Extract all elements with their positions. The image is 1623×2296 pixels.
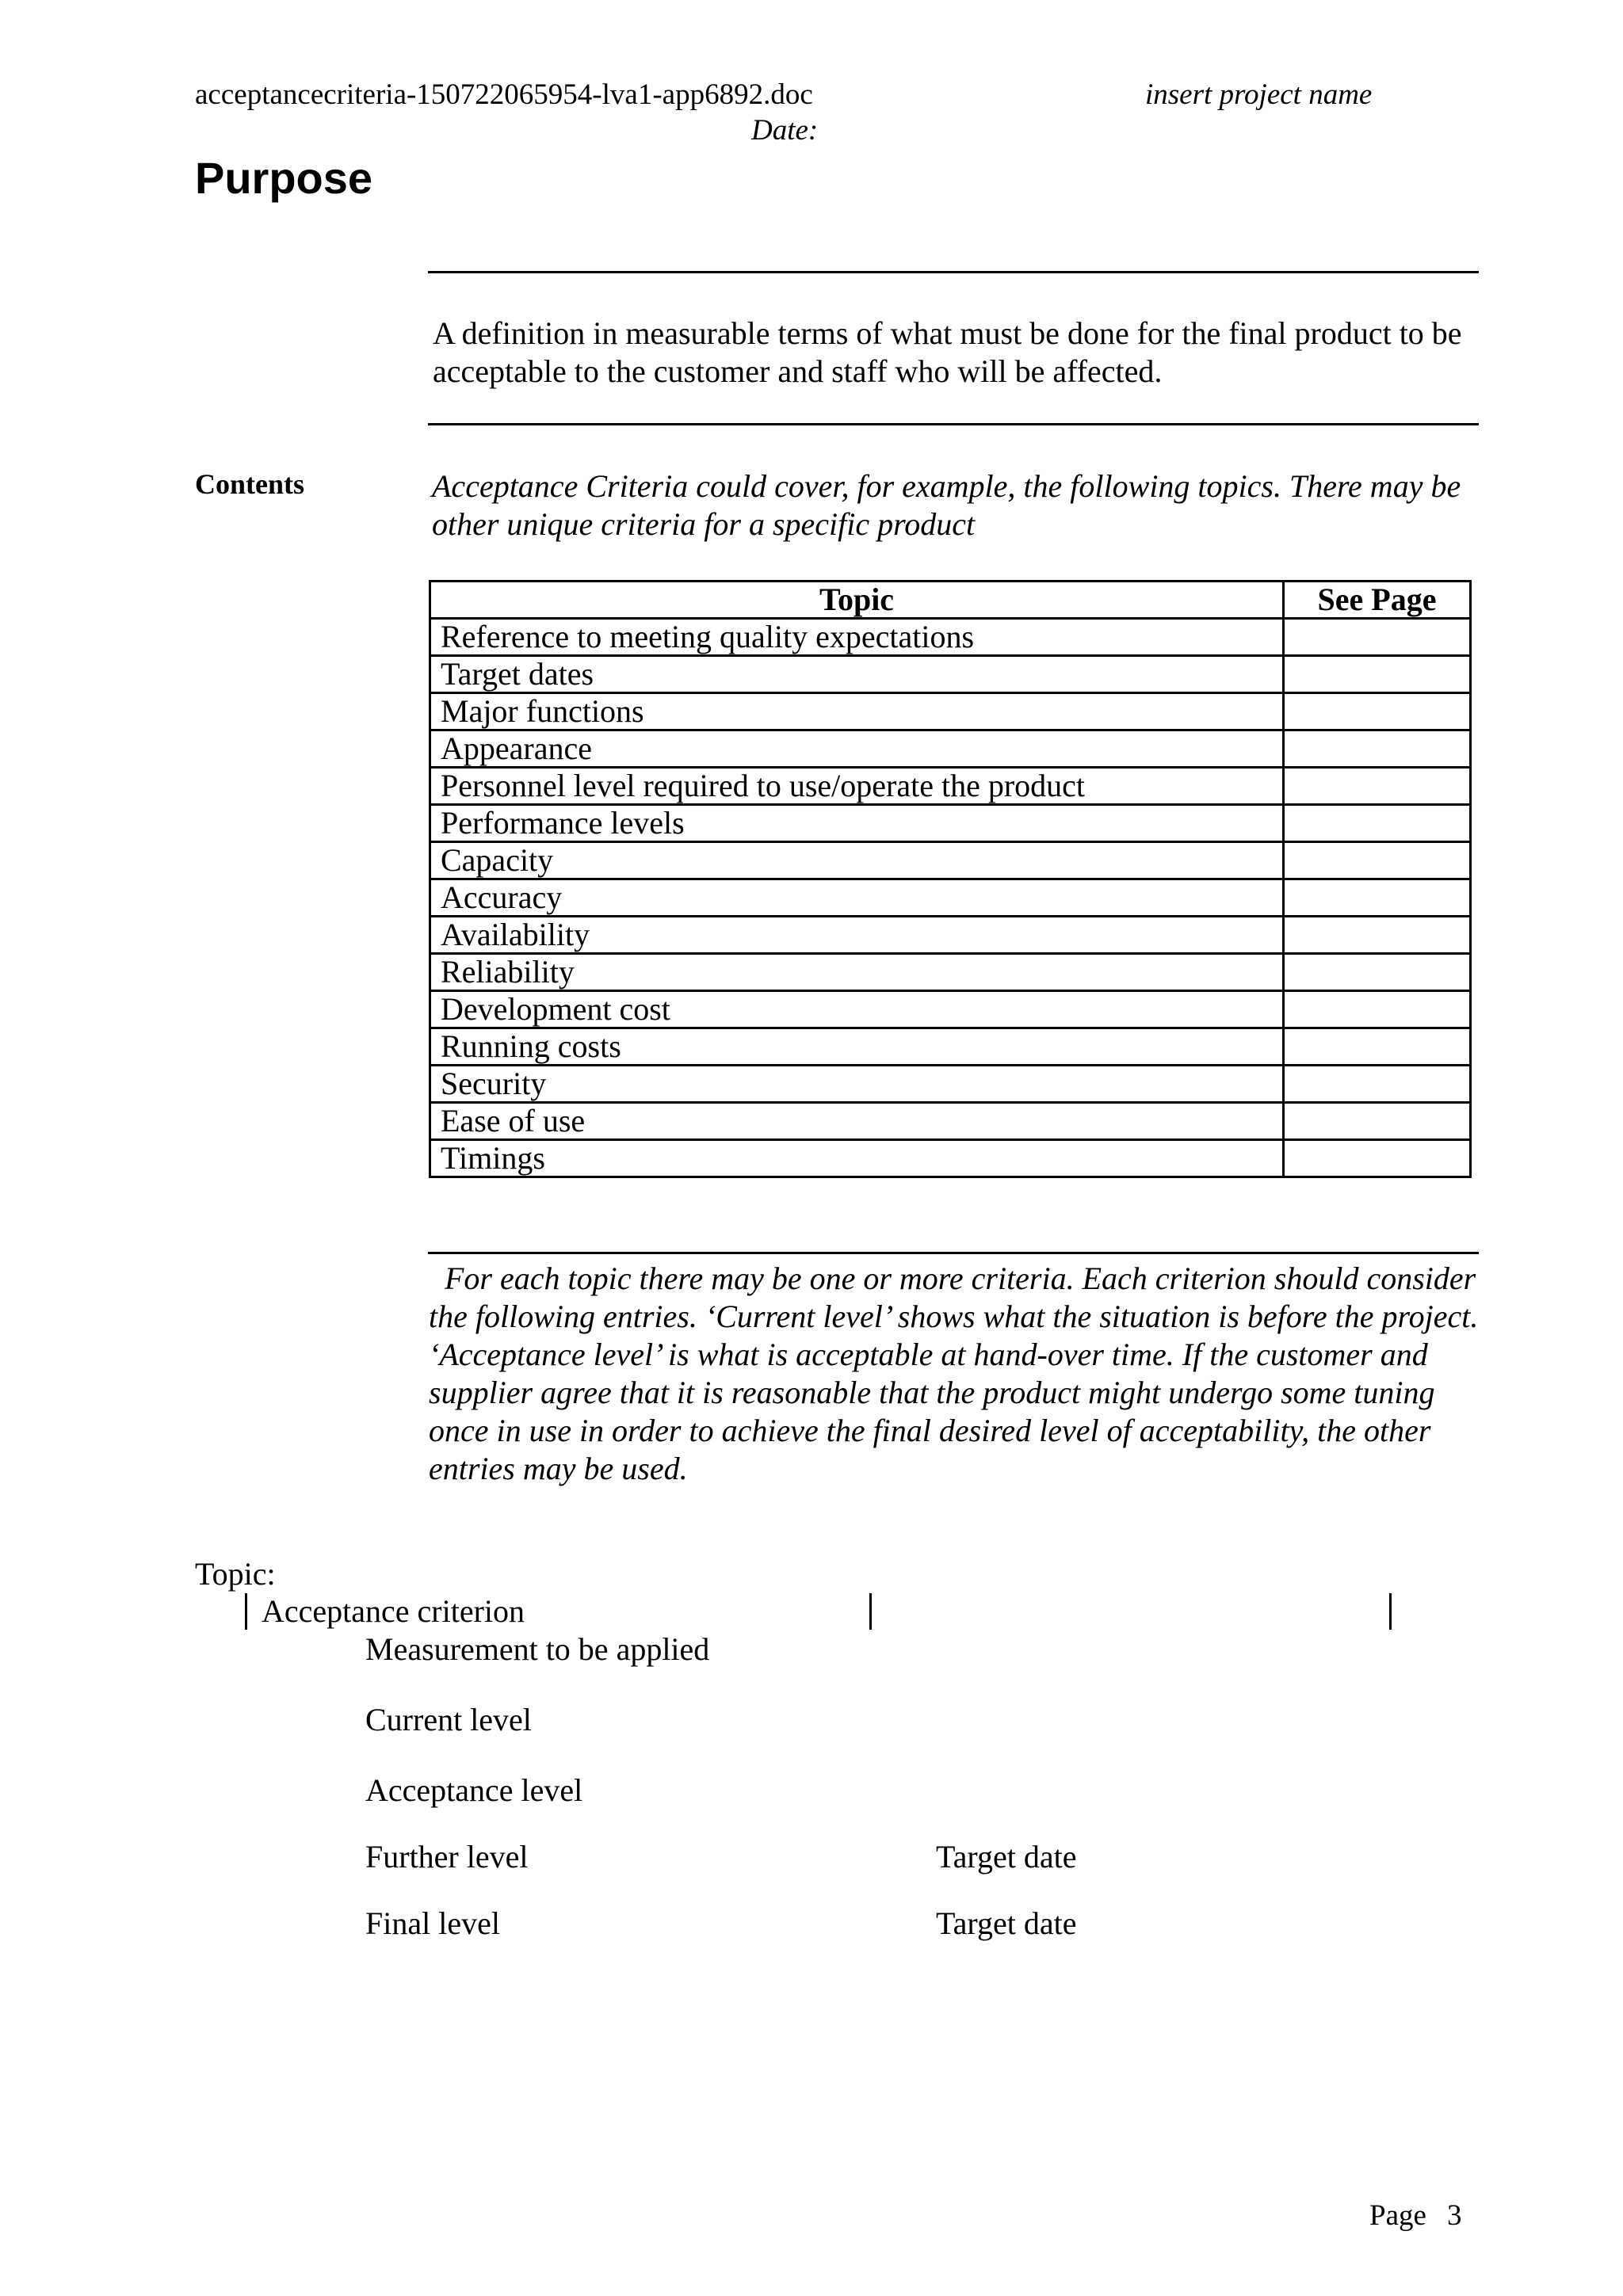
- table-row: [430, 954, 1471, 991]
- topic-table: [429, 580, 1472, 1178]
- table-row: [430, 879, 1471, 917]
- further-target-date-label: Target date: [936, 1839, 1077, 1875]
- field-separator: [245, 1593, 247, 1630]
- topic-cell: Reliability: [430, 954, 1284, 991]
- see-page-cell: [1284, 991, 1471, 1028]
- page-title: Purpose: [195, 153, 373, 203]
- further-level-label: Further level: [365, 1839, 529, 1875]
- table-row: [430, 1140, 1471, 1177]
- contents-intro: Acceptance Criteria could cover, for example, the following topics. There may be other unique criteria for a specific product: [432, 468, 1461, 542]
- table-row: [430, 693, 1471, 730]
- header-date-label: Date:: [751, 114, 819, 147]
- header-filename: acceptancecriteria-150722065954-lva1-app6892.doc: [195, 78, 813, 111]
- topic-cell: Target dates: [430, 656, 1284, 693]
- see-page-cell: [1284, 879, 1471, 917]
- see-page-cell: [1284, 768, 1471, 805]
- header-project-name: insert project name: [1145, 78, 1373, 111]
- see-page-cell: [1284, 805, 1471, 842]
- topic-cell: Development cost: [430, 991, 1284, 1028]
- current-level-label: Current level: [365, 1702, 532, 1737]
- topic-cell: Availability: [430, 917, 1284, 954]
- table-row: [430, 656, 1471, 693]
- acceptance-level-label: Acceptance level: [365, 1772, 583, 1808]
- divider-bottom: [428, 1252, 1479, 1254]
- field-separator: [1389, 1593, 1392, 1630]
- table-row: [430, 917, 1471, 954]
- table-row: [430, 805, 1471, 842]
- see-page-cell: [1284, 730, 1471, 768]
- table-row: [430, 1066, 1471, 1103]
- table-row: [430, 1103, 1471, 1140]
- column-header-topic: Topic: [430, 582, 1284, 619]
- criteria-note: For each topic there may be one or more criteria. Each criterion should consider the following entries. ‘Current level’ shows what the situation is before the project. ‘Acceptance level’ is what is acceptable at hand-over time. If the customer and supplier agree that it is reasonable that the product might undergo some tuning once in use in order to achieve the final desired level of acceptability, the other entries may be used.: [429, 1261, 1479, 1486]
- topic-cell: Security: [430, 1066, 1284, 1103]
- topic-cell: Reference to meeting quality expectations: [430, 619, 1284, 656]
- topic-cell: Capacity: [430, 842, 1284, 879]
- see-page-cell: [1284, 1140, 1471, 1177]
- table-row: [430, 991, 1471, 1028]
- page-footer: [1369, 2199, 1461, 2233]
- measurement-label: Measurement to be applied: [365, 1631, 710, 1667]
- final-target-date-label: Target date: [936, 1905, 1077, 1941]
- table-row: [430, 1028, 1471, 1066]
- topic-cell: Appearance: [430, 730, 1284, 768]
- page-number: 3: [1446, 2199, 1462, 2232]
- table-row: [430, 768, 1471, 805]
- topic-cell: Running costs: [430, 1028, 1284, 1066]
- topic-cell: Timings: [430, 1140, 1284, 1177]
- see-page-cell: [1284, 693, 1471, 730]
- see-page-cell: [1284, 1103, 1471, 1140]
- see-page-cell: [1284, 917, 1471, 954]
- see-page-cell: [1284, 842, 1471, 879]
- table-header-row: [430, 582, 1471, 619]
- purpose-text: A definition in measurable terms of what must be done for the final product to be acceptable to the customer and staff who will be affected.: [433, 315, 1462, 389]
- final-level-label: Final level: [365, 1905, 500, 1941]
- topic-cell: Ease of use: [430, 1103, 1284, 1140]
- topic-cell: Performance levels: [430, 805, 1284, 842]
- see-page-cell: [1284, 1066, 1471, 1103]
- page-label: Page: [1369, 2199, 1426, 2232]
- see-page-cell: [1284, 954, 1471, 991]
- topic-cell: Personnel level required to use/operate the product: [430, 768, 1284, 805]
- topic-cell: Major functions: [430, 693, 1284, 730]
- topic-label: Topic:: [195, 1556, 276, 1592]
- see-page-cell: [1284, 656, 1471, 693]
- see-page-cell: [1284, 1028, 1471, 1066]
- divider-top: [428, 271, 1479, 273]
- column-header-see-page: See Page: [1284, 582, 1471, 619]
- see-page-cell: [1284, 619, 1471, 656]
- table-row: [430, 619, 1471, 656]
- contents-label: Contents: [195, 468, 305, 500]
- acceptance-criterion-label: Acceptance criterion: [262, 1593, 525, 1629]
- topic-cell: Accuracy: [430, 879, 1284, 917]
- field-separator: [869, 1593, 872, 1630]
- table-row: [430, 730, 1471, 768]
- divider-middle: [428, 423, 1479, 425]
- table-row: [430, 842, 1471, 879]
